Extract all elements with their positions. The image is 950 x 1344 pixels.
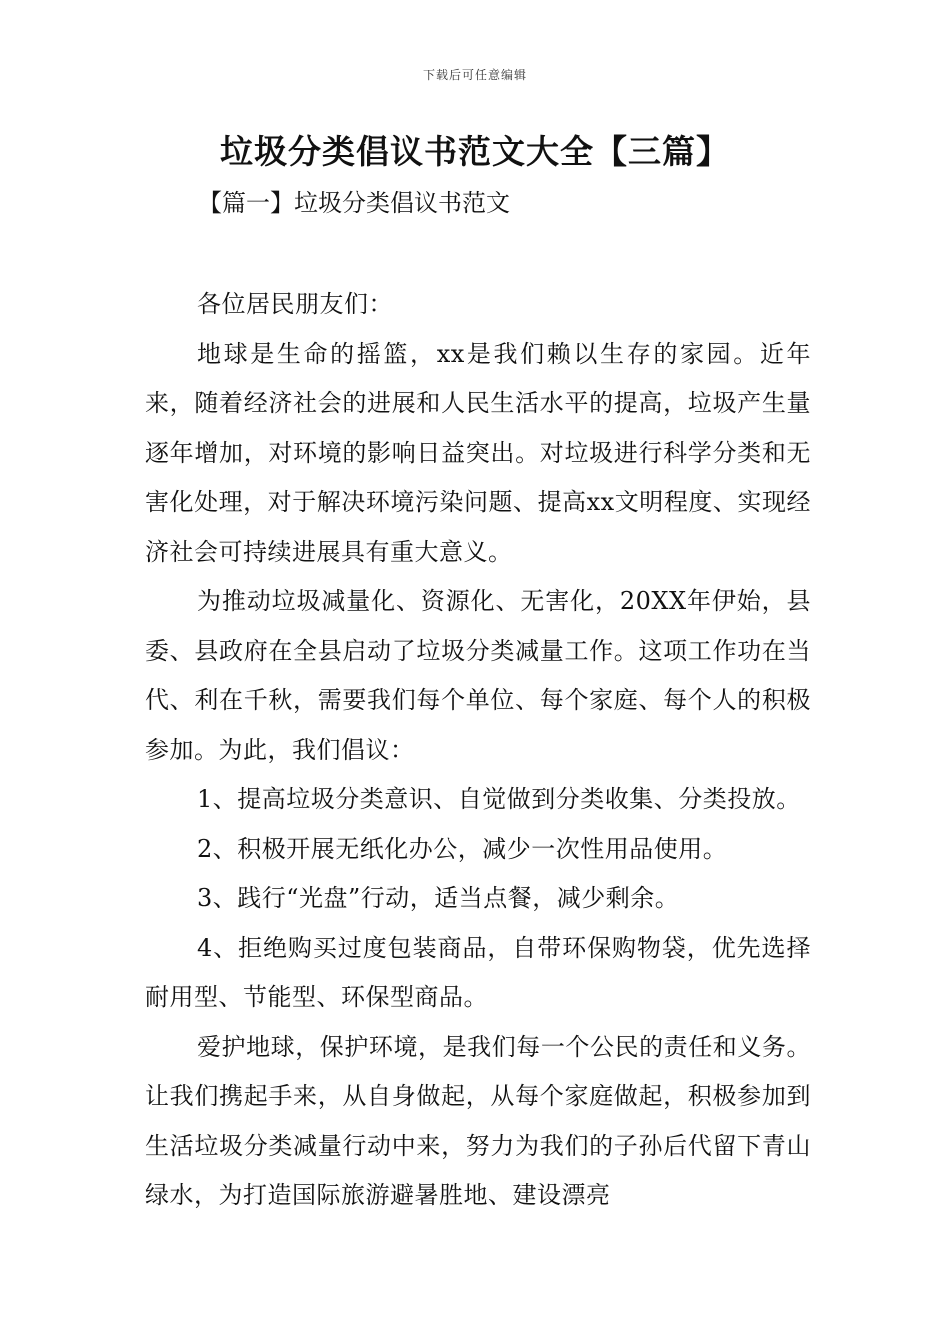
section-heading: 【篇一】垃圾分类倡议书范文	[198, 189, 510, 217]
document-body	[145, 280, 811, 1221]
body-paragraph: 地球是生命的摇篮，xx是我们赖以生存的家园。近年来，随着经济社会的进展和人民生活水平的提高，垃圾产生量逐年增加，对环境的影响日益突出。对垃圾进行科学分类和无害化处理，对于解决环境污染问题、提高xx文明程度、实现经济社会可持续进展具有重大意义。	[145, 339, 811, 566]
proposal-item: 2、积极开展无纸化办公，减少一次性用品使用。	[197, 834, 728, 863]
salutation: 各位居民朋友们：	[197, 290, 393, 318]
header-note: 下载后可任意编辑	[422, 68, 527, 82]
document-title: 垃圾分类倡议书范文大全【三篇】	[220, 132, 730, 171]
body-paragraph: 为推动垃圾减量化、资源化、无害化，20XX年伊始，县委、县政府在全县启动了垃圾分类减量工作。这项工作功在当代、利在千秋，需要我们每个单位、每个家庭、每个人的积极参加。为此，我们倡议：	[145, 587, 811, 764]
body-paragraph: 爱护地球，保护环境，是我们每一个公民的责任和义务。让我们携起手来，从自身做起，从每个家庭做起，积极参加到生活垃圾分类减量行动中来，努力为我们的子孙后代留下青山绿水，为打造国际旅游避暑胜地、建设漂亮	[145, 1032, 811, 1209]
proposal-item: 1、提高垃圾分类意识、自觉做到分类收集、分类投放。	[197, 785, 801, 813]
proposal-item: 4、拒绝购买过度包装商品，自带环保购物袋，优先选择耐用型、节能型、环保型商品。	[145, 933, 811, 1011]
proposal-item: 3、践行“光盘”行动，适当点餐，减少剩余。	[197, 884, 680, 912]
